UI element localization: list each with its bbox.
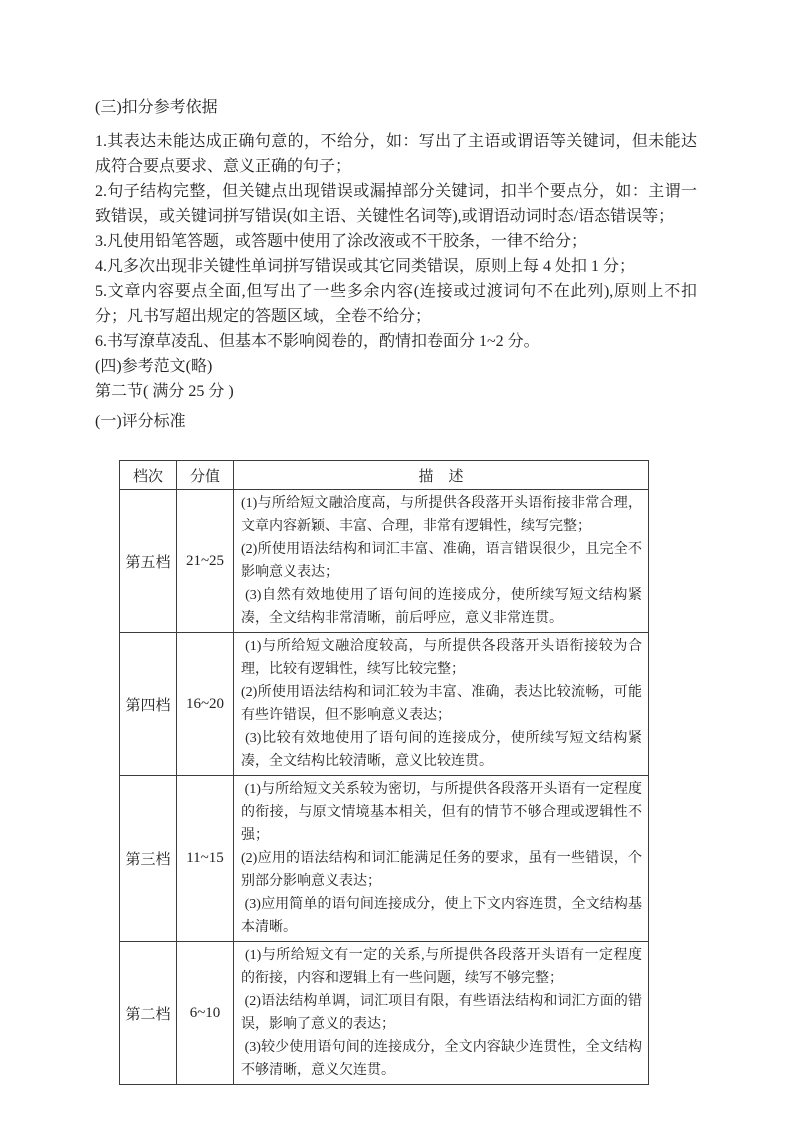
part2-heading: 第二节( 满分 25 分 ) xyxy=(95,383,234,400)
col-header-description: 描 述 xyxy=(234,461,649,490)
deduction-item-4: 4.凡多次出现非关键性单词拼写错误或其它同类错误，原则上每 4 处扣 1 分； xyxy=(95,258,636,275)
table-row-band5 xyxy=(120,490,649,633)
deduction-heading: (三)扣分参考依据 xyxy=(95,99,218,116)
description-item: (3)较少使用语句间的连接成分，全文内容缺少连贯性，全文结构不够清晰，意义欠连贯。 xyxy=(241,1040,643,1078)
sample-essay-heading: (四)参考范文(略) xyxy=(95,358,213,375)
deduction-item-3: 3.凡使用铅笔答题，或答题中使用了涂改液或不干胶条，一律不给分； xyxy=(95,233,588,250)
score-cell: 6~10 xyxy=(177,942,234,1085)
description-cell xyxy=(234,942,649,1085)
level-cell: 第三档 xyxy=(120,776,177,942)
description-item: (1)与所给短文关系较为密切，与所提供各段落开头语有一定程度的衔接，与原文情境基本相关，但有的情节不够合理或逻辑性不强； xyxy=(241,782,643,843)
level-cell: 第二档 xyxy=(120,942,177,1085)
description-item: (3)自然有效地使用了语句间的连接成分，使所续写短文结构紧凑，全文结构非常清晰，前后呼应，意义非常连贯。 xyxy=(241,588,642,626)
deduction-item-5: 5.文章内容要点全面,但写出了一些多余内容(连接或过渡词句不在此列),原则上不扣分；凡书写超出规定的答题区域，全卷不给分； xyxy=(95,283,697,325)
deduction-item-6: 6.书写潦草凌乱、但基本不影响阅卷的，酌情扣卷面分 1~2 分。 xyxy=(95,333,540,350)
description-item: (2)语法结构单调，词汇项目有限，有些语法结构和词汇方面的错误，影响了意义的表达； xyxy=(241,994,643,1032)
description-cell xyxy=(234,490,649,633)
table-header-row xyxy=(120,461,649,490)
table-row-band3 xyxy=(120,776,649,942)
description-item: (1)与所给短文融洽度较高，与所提供各段落开头语衔接较为合理，比较有逻辑性，续写比较完整； xyxy=(241,639,642,677)
description-cell xyxy=(234,776,649,942)
level-cell: 第五档 xyxy=(120,490,177,633)
score-cell: 21~25 xyxy=(177,490,234,633)
score-cell: 11~15 xyxy=(177,776,234,942)
table-row-band2 xyxy=(120,942,649,1085)
description-cell xyxy=(234,633,649,776)
deduction-item-2: 2.句子结构完整，但关键点出现错误或漏掉部分关键词，扣半个要点分，如：主谓一致错误，或关键词拼写错误(如主语、关键性名词等),或谓语动词时态/语态错误等； xyxy=(95,183,697,225)
description-item: (2)所使用语法结构和词汇较为丰富、准确，表达比较流畅，可能有些许错误，但不影响意义表达； xyxy=(241,685,642,723)
description-item: (3)应用简单的语句间连接成分，使上下文内容连贯，全文结构基本清晰。 xyxy=(241,897,643,935)
score-cell: 16~20 xyxy=(177,633,234,776)
description-item: (1)与所给短文有一定的关系,与所提供各段落开头语有一定程度的衔接，内容和逻辑上有一些问题，续写不够完整； xyxy=(241,948,643,986)
description-item: (2)所使用语法结构和词汇丰富、准确，语言错误很少，且完全不影响意义表达； xyxy=(241,542,642,580)
level-cell: 第四档 xyxy=(120,633,177,776)
col-header-score: 分值 xyxy=(177,461,234,490)
col-header-level: 档次 xyxy=(120,461,177,490)
deduction-item-1: 1.其表达未能达成正确句意的，不给分，如：写出了主语或谓语等关键词，但未能达成符合要点要求、意义正确的句子； xyxy=(95,133,697,175)
description-item: (2)应用的语法结构和词汇能满足任务的要求，虽有一些错误，个别部分影响意义表达； xyxy=(241,851,642,889)
table-row-band4 xyxy=(120,633,649,776)
description-item: (1)与所给短文融洽度高，与所提供各段落开头语衔接非常合理，文章内容新颖、丰富、合理，非常有逻辑性，续写完整； xyxy=(241,496,642,534)
scoring-table xyxy=(119,460,649,1085)
description-item: (3)比较有效地使用了语句间的连接成分，使所续写短文结构紧凑，全文结构比较清晰，意义比较连贯。 xyxy=(241,731,642,769)
criteria-heading: (一)评分标准 xyxy=(95,413,186,430)
